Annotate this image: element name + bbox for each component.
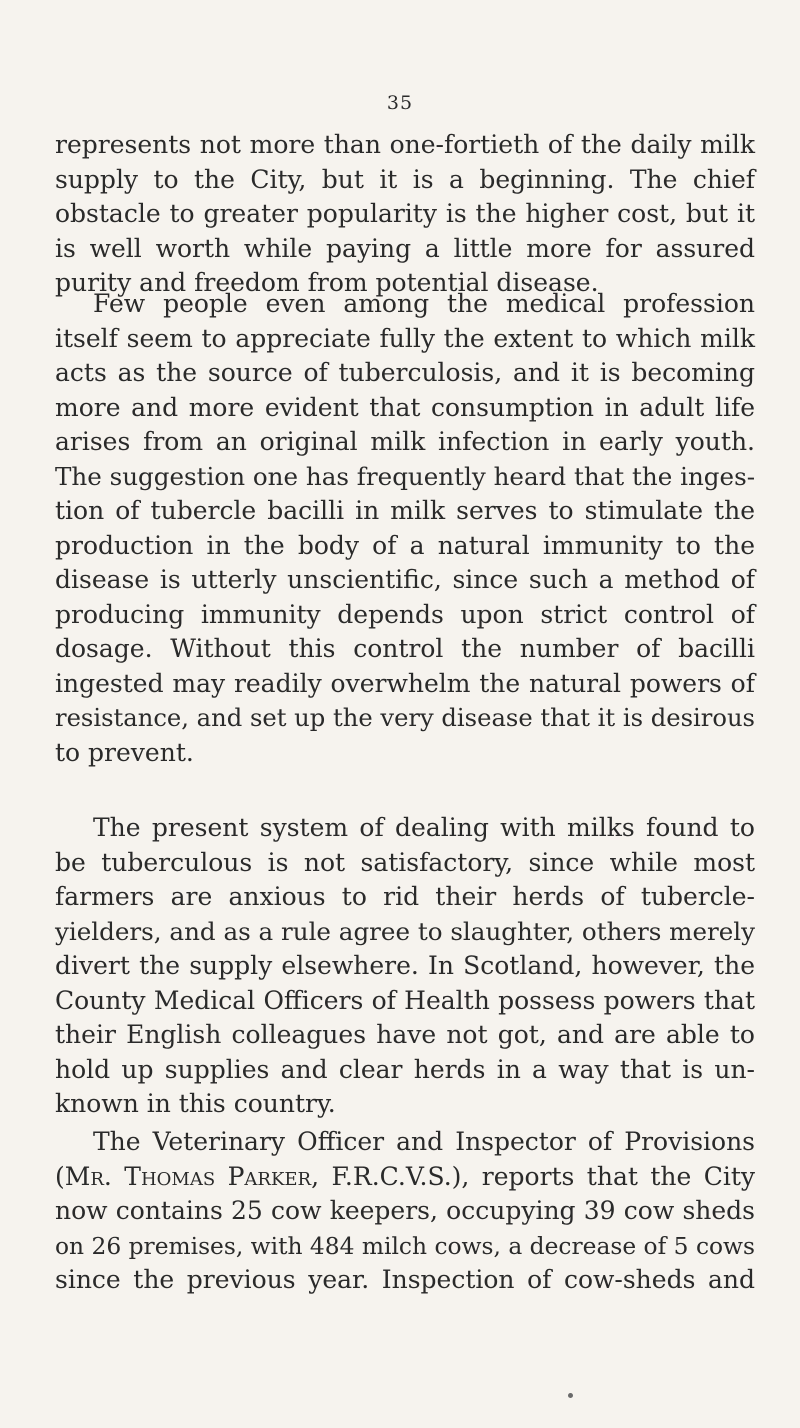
text-line: divert the supply elsewhere. In Scotland, however, the xyxy=(55,951,755,980)
text-line: disease is utterly unscientific, since such a method of xyxy=(55,565,755,594)
page-number: 35 xyxy=(386,92,414,114)
ink-speck xyxy=(568,1393,573,1398)
text-line: dosage. Without this control the number of bacilli xyxy=(55,634,755,663)
text-line: their English colleagues have not got, and are able to xyxy=(55,1020,755,1049)
text-line: acts as the source of tuberculosis, and it is becoming xyxy=(55,358,755,387)
text-line: County Medical Officers of Health possess powers that xyxy=(55,985,755,1015)
paragraph-3 xyxy=(55,811,755,1122)
text-line: more and more evident that consumption in adult life xyxy=(55,392,755,422)
text-line: producing immunity depends upon strict control of xyxy=(55,599,755,629)
text-line: The suggestion one has frequently heard that the inges- xyxy=(55,461,755,491)
text-line: Few people even among the medical profession xyxy=(93,289,755,318)
paragraph-1 xyxy=(55,128,755,301)
text-line: production in the body of a natural immunity to the xyxy=(55,530,755,560)
text-line: known in this country. xyxy=(55,1089,336,1118)
text-fragment: , F.R.C.V.S.), reports that the City xyxy=(311,1161,755,1191)
text-line: purity and freedom from potential disease. xyxy=(55,268,599,297)
paragraph-4 xyxy=(55,1125,755,1298)
text-line: farmers are anxious to rid their herds of tubercle- xyxy=(55,882,755,911)
text-line: The present system of dealing with milks found to xyxy=(93,813,755,842)
text-line: resistance, and set up the very disease that it is desirous xyxy=(55,703,755,732)
text-line: itself seem to appreciate fully the extent to which milk xyxy=(55,323,755,353)
text-line: to prevent. xyxy=(55,737,194,767)
text-line: yielders, and as a rule agree to slaughter, others merely xyxy=(55,916,756,946)
open-paren: ( xyxy=(55,1161,65,1191)
text-line: ingested may readily overwhelm the natural powers of xyxy=(55,668,755,698)
text-line xyxy=(55,1160,755,1195)
text-line: represents not more than one-fortieth of the daily milk xyxy=(55,130,755,159)
text-line: on 26 premises, with 484 milch cows, a decrease of 5 cows xyxy=(55,1231,755,1260)
text-line: since the previous year. Inspection of cow-sheds and xyxy=(55,1265,755,1294)
person-name: Mr. Thomas Parker xyxy=(64,1161,312,1191)
text-line: be tuberculous is not satisfactory, since while most xyxy=(55,847,755,877)
text-line: obstacle to greater popularity is the higher cost, but it xyxy=(55,199,755,228)
text-line: now contains 25 cow keepers, occupying 39 cow sheds xyxy=(55,1196,755,1225)
text-line: tion of tubercle bacilli in milk serves to stimulate the xyxy=(55,496,755,525)
text-line: is well worth while paying a little more for assured xyxy=(55,233,755,263)
text-line: hold up supplies and clear herds in a way that is un- xyxy=(55,1054,755,1084)
paragraph-2 xyxy=(55,287,755,770)
text-line: supply to the City, but it is a beginning. The chief xyxy=(55,164,755,194)
text-line: arises from an original milk infection in early youth. xyxy=(55,427,755,456)
text-line: The Veterinary Officer and Inspector of Provisions xyxy=(93,1127,755,1156)
